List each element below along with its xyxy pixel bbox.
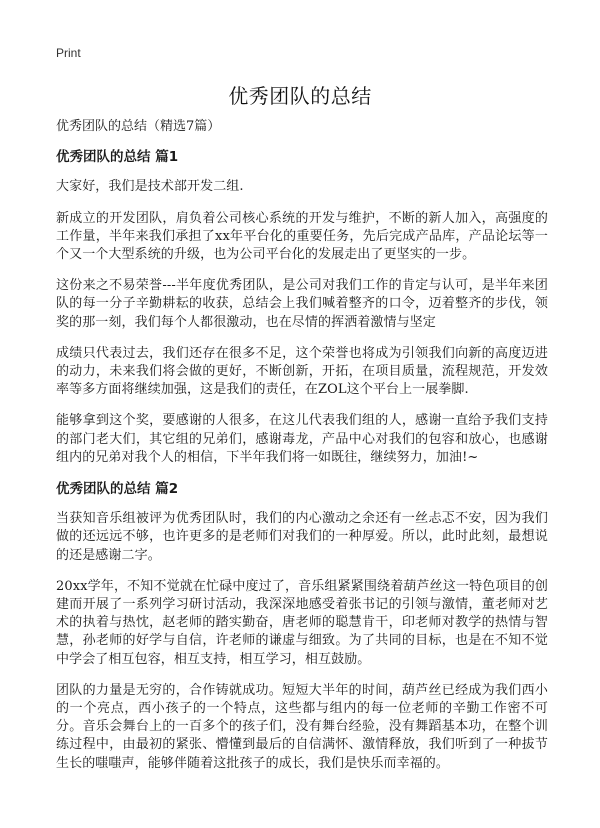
paragraph: 成绩只代表过去，我们还存在很多不足，这个荣誉也将成为引领我们向新的高度迈进的动力，未来我们将会做的更好，不断创新，开拓，在项目质量，流程规范，开发效率等多方面将继续加强，这是我们的责任，在ZOL这个平台上一展拳脚.: [56, 345, 548, 398]
section-heading: 优秀团队的总结 篇2: [56, 481, 179, 498]
paragraph: 团队的力量是无穷的，合作铸就成功。短短大半年的时间，葫芦丝已经成为我们西小的一个亮点，西小孩子的一个特点，这些都与组内的每一位老师的辛勤工作密不可分。音乐会舞台上的一百多个的孩子们，没有舞台经验，没有舞蹈基本功，在整个训练过程中，由最初的紧张、懵懂到最后的自信满怀、激情释放，我们听到了一种拔节生长的嗤嗤声，能够伴随着这批孩子的成长，我们是快乐而幸福的。: [56, 682, 548, 771]
paragraph: 当获知音乐组被评为优秀团队时，我们的内心激动之余还有一丝忐忑不安，因为我们做的还远远不够，也许更多的是老师们对我们的一种厚爱。所以，此时此刻，最想说的还是感谢二字。: [56, 511, 548, 563]
section-1: [56, 148, 548, 467]
paragraph: 大家好，我们是技术部开发二组.: [56, 179, 244, 195]
section-2: [56, 480, 548, 773]
paragraph: 能够拿到这个奖，要感谢的人很多，在这儿代表我们组的人，感谢一直给予我们支持的部门老大们，其它组的兄弟们，感谢毒龙，产品中心对我们的包容和放心，也感谢组内的兄弟对我个人的相信，下半年我们将一如既往，继续努力，加油!~: [56, 413, 548, 465]
page-title: 优秀团队的总结: [228, 84, 372, 108]
document-subtitle: 优秀团队的总结（精选7篇）: [56, 119, 221, 134]
paragraph: 新成立的开发团队，肩负着公司核心系统的开发与维护，不断的新人加入，高强度的工作量，半年来我们承担了xx年平台化的重要任务，先后完成产品库，产品论坛等一个又一个大型系统的升级，也为公司平台化的发展走出了更坚实的一步。: [56, 210, 548, 263]
paragraph: 20xx学年，不知不觉就在忙碌中度过了，音乐组紧紧围绕着葫芦丝这一特色项目的创建而开展了一系列学习研讨活动，我深深地感受着张书记的引领与激情，董老师对艺术的执着与热忱，赵老师的踏实勤奋，唐老师的聪慧肯干，印老师对教学的热情与智慧，孙老师的好学与自信，许老师的谦虚与细致。为了共同的目标，也是在不知不觉中学会了相互包容，相互支持，相互学习，相互鼓励。: [56, 578, 548, 667]
paragraph: 这份来之不易荣誉---半年度优秀团队，是公司对我们工作的肯定与认可，是半年来团队的每一分子辛勤耕耘的收获，总结会上我们喊着整齐的口令，迈着整齐的步伐，领奖的那一刻，我们每个人都很激动，也在尽情的挥洒着激情与坚定: [56, 278, 548, 330]
document-body: [56, 118, 548, 786]
section-heading: 优秀团队的总结 篇1: [56, 149, 179, 166]
print-link[interactable]: Print: [56, 46, 81, 60]
